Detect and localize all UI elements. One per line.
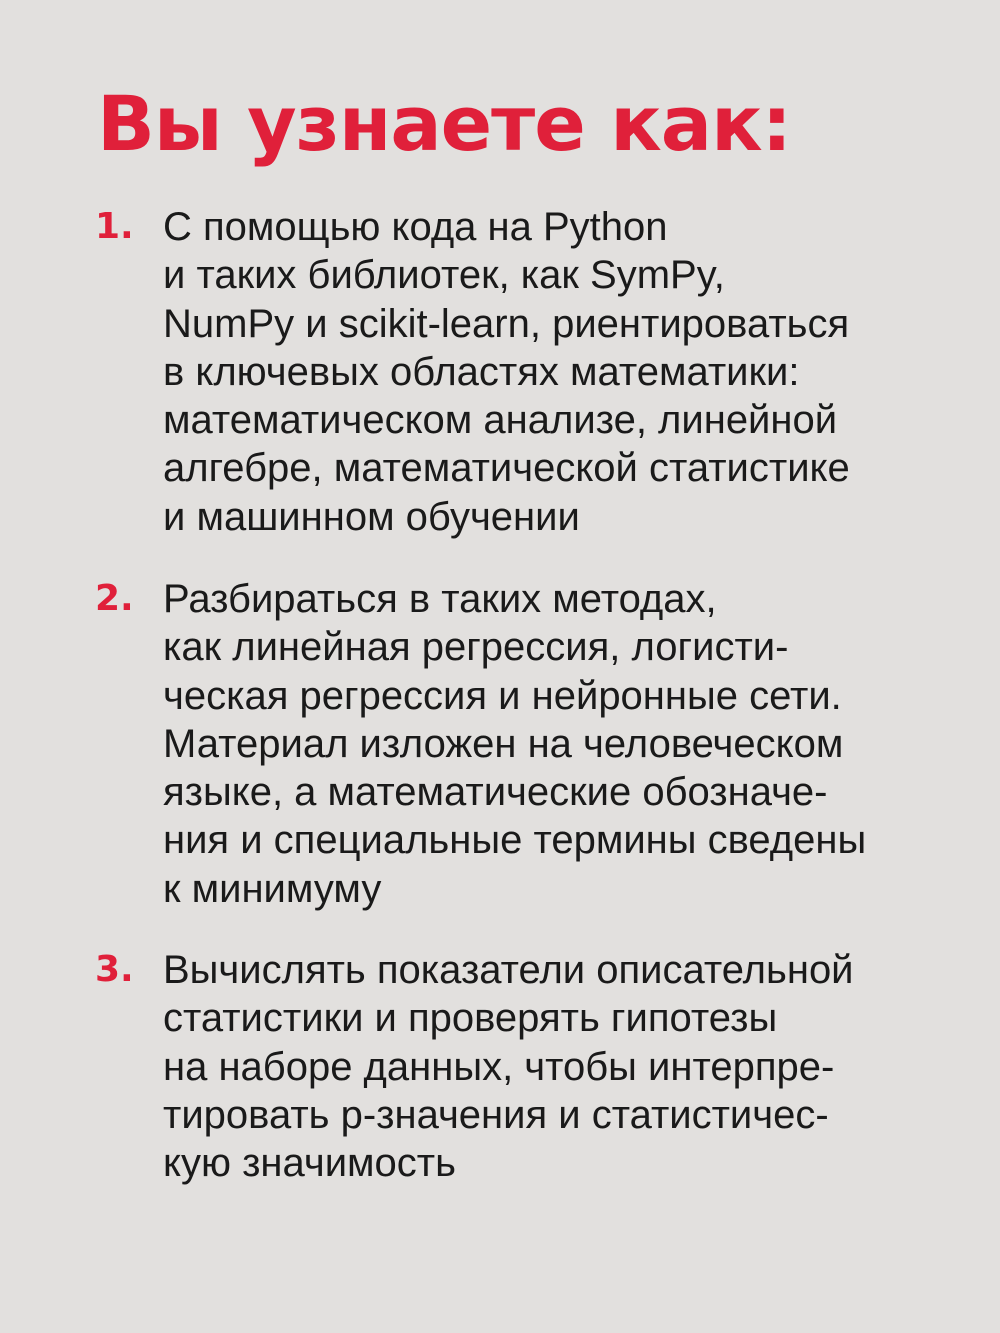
text-line: и таких библиотек, как SymPy, bbox=[163, 253, 725, 298]
text-line: ческая регрессия и нейронные сети. bbox=[163, 673, 842, 718]
text-line: алгебре, математической статистике bbox=[163, 446, 850, 491]
item-text bbox=[163, 575, 866, 913]
item-number: 2. bbox=[95, 578, 134, 619]
text-line: в ключевых областях математики: bbox=[163, 349, 800, 394]
text-line: на наборе данных, чтобы интерпре- bbox=[163, 1044, 835, 1089]
text-line: как линейная регрессия, логисти- bbox=[163, 625, 789, 670]
text-line: кую значимость bbox=[163, 1141, 456, 1186]
page-title: Вы узнаете как: bbox=[97, 79, 792, 168]
text-line: математическом анализе, линейной bbox=[163, 398, 838, 443]
text-line: Вычислять показатели описательной bbox=[163, 948, 854, 992]
text-line: языке, а математические обозначе- bbox=[163, 770, 828, 815]
item-text bbox=[163, 203, 850, 541]
text-line: Разбираться в таких методах, bbox=[163, 577, 717, 621]
text-line: тировать p-значения и статистичес- bbox=[163, 1092, 829, 1137]
text-line: к минимуму bbox=[163, 866, 382, 911]
item-text bbox=[163, 946, 854, 1187]
item-number: 3. bbox=[95, 949, 134, 990]
item-number: 1. bbox=[95, 206, 134, 247]
text-line: NumPy и scikit-learn, риентироваться bbox=[163, 301, 850, 346]
text-line: С помощью кода на Python bbox=[163, 205, 668, 249]
text-line: Материал изложен на человеческом bbox=[163, 721, 844, 766]
text-line: и машинном обучении bbox=[163, 494, 580, 539]
text-line: ния и специальные термины сведены bbox=[163, 818, 867, 863]
text-line: статистики и проверять гипотезы bbox=[163, 996, 778, 1041]
